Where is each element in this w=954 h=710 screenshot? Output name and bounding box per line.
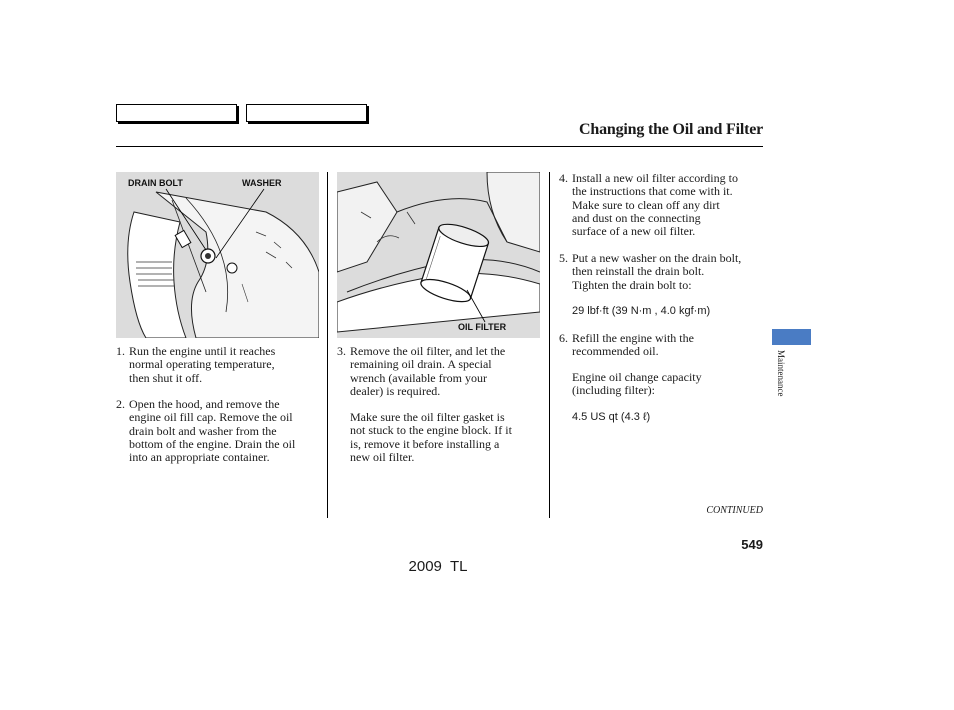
header-rule <box>116 146 763 147</box>
step-line: Put a new washer on the drain bolt, <box>572 251 742 265</box>
note-line: new oil filter. <box>350 449 415 464</box>
oil-filter-callout: OIL FILTER <box>458 322 507 332</box>
page-title: Changing the Oil and Filter <box>579 121 763 138</box>
oil-filter-drawing <box>337 172 540 338</box>
drain-bolt-callout: DRAIN BOLT <box>128 178 183 188</box>
step-line: Run the engine until it reaches <box>129 344 276 358</box>
step-line: Refill the engine with the <box>572 331 694 345</box>
model-label: 2009 TL <box>408 558 468 575</box>
gasket-note <box>337 411 542 465</box>
step-1 <box>116 345 321 385</box>
capacity-spec: 4.5 US qt (4.3 ℓ) <box>572 411 651 423</box>
step-line: drain bolt and washer from the <box>129 423 277 438</box>
capacity-line: (including filter): <box>572 383 655 398</box>
continued-label: CONTINUED <box>706 505 763 516</box>
step-line: normal operating temperature, <box>129 357 275 372</box>
step-6 <box>559 332 769 359</box>
step-line: bottom of the engine. Drain the oil <box>129 436 296 451</box>
step-line: into an appropriate container. <box>129 450 270 465</box>
step-line: Remove the oil filter, and let the <box>350 344 506 358</box>
page-number: 549 <box>741 537 763 552</box>
section-tab[interactable] <box>772 329 811 345</box>
note-line: is, remove it before installing a <box>350 436 500 451</box>
step-number: 2. <box>116 397 125 411</box>
step-number: 5. <box>559 251 568 265</box>
torque-spec: 29 lbf·ft (39 N·m , 4.0 kgf·m) <box>572 305 711 317</box>
nav-box-2[interactable] <box>246 104 367 122</box>
step-line: the instructions that come with it. <box>572 184 733 199</box>
column-divider-2 <box>549 172 550 518</box>
capacity-label <box>559 371 769 398</box>
step-3 <box>337 345 542 399</box>
drain-bolt-drawing <box>116 172 319 338</box>
washer-callout: WASHER <box>242 178 282 188</box>
step-line: Open the hood, and remove the <box>129 397 280 411</box>
oil-filter-illustration <box>337 172 540 338</box>
step-line: then reinstall the drain bolt. <box>572 264 705 279</box>
step-line: dealer) is required. <box>350 383 441 398</box>
column-divider-1 <box>327 172 328 518</box>
step-line: recommended oil. <box>572 344 659 359</box>
note-line: not stuck to the engine block. If it <box>350 423 512 438</box>
step-4 <box>559 172 769 239</box>
step-number: 3. <box>337 344 346 358</box>
step-number: 4. <box>559 171 568 185</box>
step-line: wrench (available from your <box>350 370 487 385</box>
step-line: surface of a new oil filter. <box>572 224 696 239</box>
step-line: Install a new oil filter according to <box>572 171 738 185</box>
drain-bolt-illustration <box>116 172 319 338</box>
step-line: remaining oil drain. A special <box>350 357 492 372</box>
step-number: 6. <box>559 331 568 345</box>
step-line: Make sure to clean off any dirt <box>572 197 720 212</box>
section-label: Maintenance <box>776 350 786 397</box>
step-line: and dust on the connecting <box>572 210 701 225</box>
step-line: engine oil fill cap. Remove the oil <box>129 410 293 425</box>
step-line: Tighten the drain bolt to: <box>572 277 692 292</box>
step-line: then shut it off. <box>129 370 203 385</box>
step-5 <box>559 252 769 292</box>
step-2 <box>116 398 321 465</box>
note-line: Make sure the oil filter gasket is <box>350 410 505 424</box>
step-number: 1. <box>116 344 125 358</box>
capacity-line: Engine oil change capacity <box>572 370 702 384</box>
nav-box-1[interactable] <box>116 104 237 122</box>
